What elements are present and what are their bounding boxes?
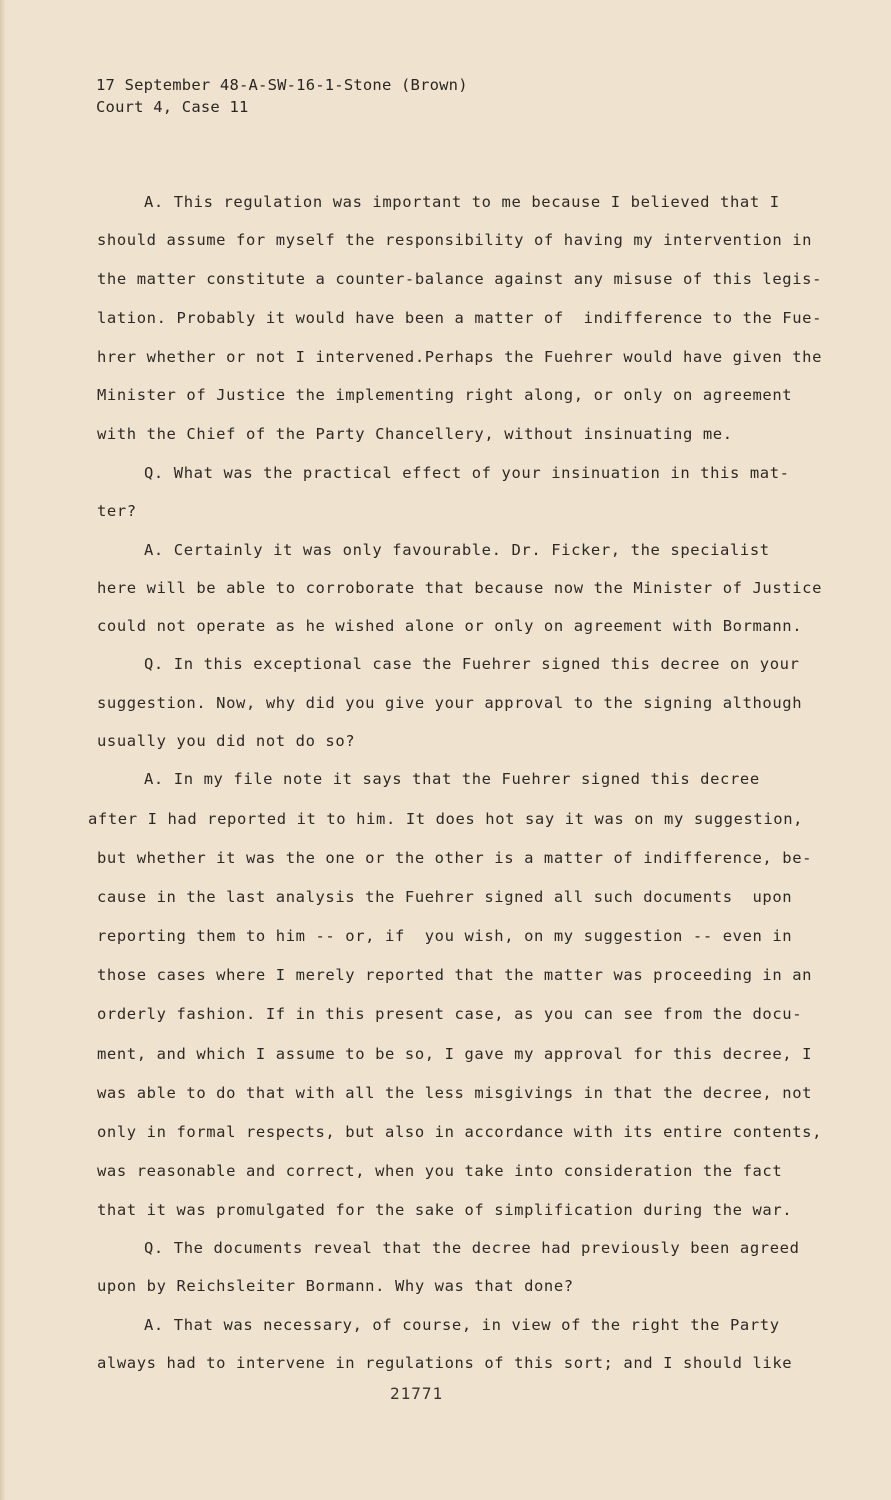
page-number: 21771 (390, 1384, 444, 1403)
body-line: with the Chief of the Party Chancellery, without insinuating me. (97, 425, 733, 443)
body-line: ment, and which I assume to be so, I gave my approval for this decree, I (97, 1045, 813, 1063)
body-line: A. This regulation was important to me because I believed that I (144, 193, 780, 211)
body-line: Q. In this exceptional case the Fuehrer signed this decree on your (144, 655, 800, 673)
body-line: but whether it was the one or the other is a matter of indifference, be- (97, 849, 813, 867)
body-line: Q. What was the practical effect of your insinuation in this mat- (144, 464, 790, 482)
body-line: reporting them to him -- or, if you wish, on my suggestion -- even in (97, 927, 793, 945)
body-line: lation. Probably it would have been a matter of indifference to the Fue- (97, 309, 823, 327)
body-line: Minister of Justice the implementing right along, or only on agreement (97, 386, 793, 404)
body-line: only in formal respects, but also in accordance with its entire contents, (97, 1123, 823, 1141)
body-line: those cases where I merely reported that the matter was proceeding in an (97, 966, 813, 984)
header-line-2: Court 4, Case 11 (96, 98, 249, 116)
body-line: the matter constitute a counter-balance against any misuse of this legis- (97, 270, 823, 288)
body-line: here will be able to corroborate that because now the Minister of Justice (97, 579, 823, 597)
body-line: was able to do that with all the less misgivings in that the decree, not (97, 1084, 813, 1102)
body-line: suggestion. Now, why did you give your approval to the signing although (97, 694, 803, 712)
body-line: always had to intervene in regulations of this sort; and I should like (97, 1354, 793, 1372)
body-line: could not operate as he wished alone or only on agreement with Bormann. (97, 617, 803, 635)
body-line: after I had reported it to him. It does hot say it was on my suggestion, (88, 810, 804, 828)
body-line: A. Certainly it was only favourable. Dr. Ficker, the specialist (144, 541, 770, 559)
body-line: hrer whether or not I intervened.Perhaps the Fuehrer would have given the (97, 348, 823, 366)
body-line: cause in the last analysis the Fuehrer signed all such documents upon (97, 888, 793, 906)
body-line: was reasonable and correct, when you take into consideration the fact (97, 1162, 783, 1180)
body-line: orderly fashion. If in this present case, as you can see from the docu- (97, 1005, 803, 1023)
body-line: that it was promulgated for the sake of simplification during the war. (97, 1201, 793, 1219)
body-line: A. In my file note it says that the Fuehrer signed this decree (144, 770, 760, 788)
header-line-1: 17 September 48-A-SW-16-1-Stone (Brown) (96, 76, 468, 94)
page-edge-shadow (0, 0, 6, 1500)
body-line: Q. The documents reveal that the decree had previously been agreed (144, 1239, 800, 1257)
body-line: A. That was necessary, of course, in view of the right the Party (144, 1316, 780, 1334)
body-line: usually you did not do so? (97, 732, 356, 750)
body-line: upon by Reichsleiter Bormann. Why was that done? (97, 1277, 574, 1295)
body-line: should assume for myself the responsibility of having my intervention in (97, 231, 813, 249)
body-line: ter? (97, 502, 137, 520)
